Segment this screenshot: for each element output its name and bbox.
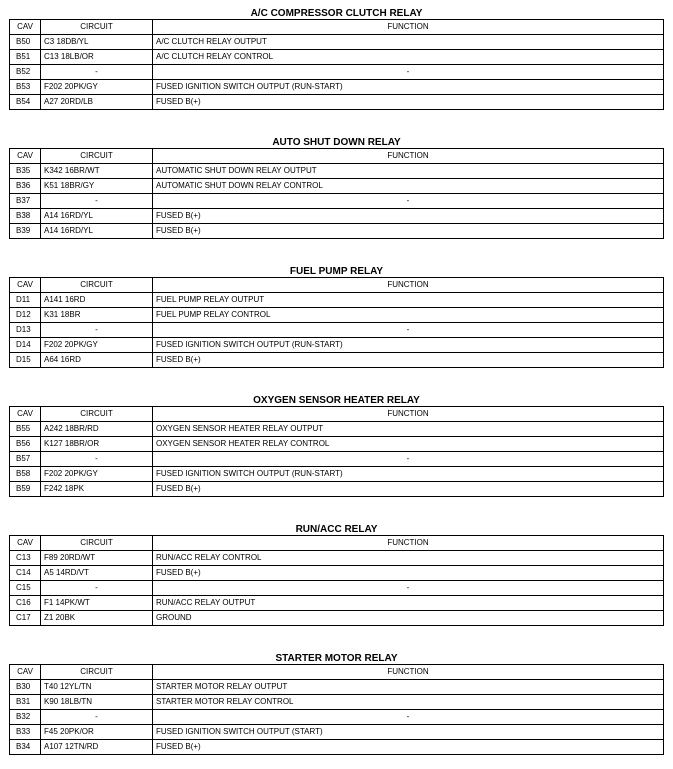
table-header-row [10,407,664,422]
function-cell: - [153,581,664,596]
cav-cell: C15 [10,581,41,596]
cav-cell: B55 [10,422,41,437]
table-row [10,452,664,467]
circuit-cell: K127 18BR/OR [41,437,153,452]
table-row [10,80,664,95]
circuit-cell: A242 18BR/RD [41,422,153,437]
function-cell: RUN/ACC RELAY CONTROL [153,551,664,566]
table-row [10,437,664,452]
function-cell: AUTOMATIC SHUT DOWN RELAY CONTROL [153,179,664,194]
circuit-cell: C3 18DB/YL [41,35,153,50]
circuit-cell: F242 18PK [41,482,153,497]
relay-table [9,277,664,368]
function-cell: OXYGEN SENSOR HEATER RELAY CONTROL [153,437,664,452]
function-header: FUNCTION [153,20,664,35]
table-row [10,740,664,755]
function-cell: - [153,710,664,725]
function-cell: A/C CLUTCH RELAY OUTPUT [153,35,664,50]
function-cell: FUSED B(+) [153,740,664,755]
cav-cell: C13 [10,551,41,566]
function-cell: RUN/ACC RELAY OUTPUT [153,596,664,611]
function-cell: A/C CLUTCH RELAY CONTROL [153,50,664,65]
relay-table [9,535,664,626]
circuit-cell: F45 20PK/OR [41,725,153,740]
cav-header: CAV [10,407,41,422]
cav-cell: B31 [10,695,41,710]
circuit-cell: A14 16RD/YL [41,224,153,239]
cav-cell: C14 [10,566,41,581]
cav-cell: B58 [10,467,41,482]
cav-header: CAV [10,665,41,680]
function-cell: FUSED B(+) [153,209,664,224]
circuit-cell: F89 20RD/WT [41,551,153,566]
function-header: FUNCTION [153,407,664,422]
circuit-cell: A27 20RD/LB [41,95,153,110]
table-row [10,611,664,626]
relay-table [9,148,664,239]
table-row [10,194,664,209]
circuit-cell: A141 16RD [41,293,153,308]
cav-header: CAV [10,149,41,164]
function-cell: - [153,65,664,80]
circuit-cell: K51 18BR/GY [41,179,153,194]
table-header-row [10,278,664,293]
cav-cell: B30 [10,680,41,695]
circuit-header: CIRCUIT [41,20,153,35]
function-cell: - [153,323,664,338]
relay-title: OXYGEN SENSOR HEATER RELAY [253,395,420,406]
cav-cell: B54 [10,95,41,110]
cav-cell: B37 [10,194,41,209]
table-row [10,482,664,497]
circuit-header: CIRCUIT [41,665,153,680]
circuit-cell: F202 20PK/GY [41,467,153,482]
table-row [10,710,664,725]
circuit-cell: - [41,452,153,467]
table-row [10,179,664,194]
circuit-header: CIRCUIT [41,407,153,422]
circuit-cell: - [41,65,153,80]
table-header-row [10,665,664,680]
table-row [10,422,664,437]
table-row [10,323,664,338]
table-row [10,581,664,596]
relay-table [9,664,664,755]
table-row [10,308,664,323]
circuit-cell: F202 20PK/GY [41,338,153,353]
circuit-cell: A64 16RD [41,353,153,368]
relay-title: FUEL PUMP RELAY [289,266,384,277]
cav-cell: D15 [10,353,41,368]
circuit-cell: - [41,194,153,209]
circuit-cell: T40 12YL/TN [41,680,153,695]
cav-cell: B33 [10,725,41,740]
cav-header: CAV [10,278,41,293]
function-cell: FUEL PUMP RELAY OUTPUT [153,293,664,308]
cav-header: CAV [10,20,41,35]
function-cell: STARTER MOTOR RELAY CONTROL [153,695,664,710]
circuit-header: CIRCUIT [41,149,153,164]
function-cell: - [153,194,664,209]
table-row [10,695,664,710]
cav-cell: B39 [10,224,41,239]
cav-cell: B56 [10,437,41,452]
function-cell: FUSED B(+) [153,482,664,497]
cav-cell: B59 [10,482,41,497]
circuit-header: CIRCUIT [41,278,153,293]
table-header-row [10,536,664,551]
cav-cell: B51 [10,50,41,65]
circuit-cell: - [41,581,153,596]
table-row [10,725,664,740]
cav-cell: B52 [10,65,41,80]
cav-cell: D13 [10,323,41,338]
table-row [10,209,664,224]
circuit-cell: A14 16RD/YL [41,209,153,224]
function-header: FUNCTION [153,536,664,551]
circuit-cell: - [41,323,153,338]
relay-title: A/C COMPRESSOR CLUTCH RELAY [250,8,423,19]
function-header: FUNCTION [153,278,664,293]
function-cell: AUTOMATIC SHUT DOWN RELAY OUTPUT [153,164,664,179]
function-cell: FUEL PUMP RELAY CONTROL [153,308,664,323]
cav-cell: C16 [10,596,41,611]
table-row [10,467,664,482]
table-row [10,65,664,80]
function-cell: FUSED IGNITION SWITCH OUTPUT (RUN-START) [153,80,664,95]
function-cell: - [153,452,664,467]
relay-title: AUTO SHUT DOWN RELAY [272,137,401,148]
function-cell: FUSED B(+) [153,566,664,581]
circuit-cell: K90 18LB/TN [41,695,153,710]
relay-title: RUN/ACC RELAY [295,524,378,535]
circuit-cell: K31 18BR [41,308,153,323]
cav-cell: B32 [10,710,41,725]
function-cell: FUSED IGNITION SWITCH OUTPUT (RUN-START) [153,467,664,482]
cav-cell: B38 [10,209,41,224]
table-row [10,35,664,50]
table-row [10,596,664,611]
function-cell: GROUND [153,611,664,626]
cav-cell: B53 [10,80,41,95]
cav-cell: B50 [10,35,41,50]
table-row [10,680,664,695]
cav-cell: D11 [10,293,41,308]
circuit-cell: Z1 20BK [41,611,153,626]
table-row [10,164,664,179]
function-cell: FUSED B(+) [153,353,664,368]
table-row [10,551,664,566]
relay-table [9,406,664,497]
function-cell: FUSED IGNITION SWITCH OUTPUT (RUN-START) [153,338,664,353]
cav-cell: C17 [10,611,41,626]
function-header: FUNCTION [153,149,664,164]
table-header-row [10,20,664,35]
table-row [10,293,664,308]
function-header: FUNCTION [153,665,664,680]
table-row [10,95,664,110]
cav-cell: B36 [10,179,41,194]
circuit-cell: A107 12TN/RD [41,740,153,755]
circuit-header: CIRCUIT [41,536,153,551]
function-cell: FUSED IGNITION SWITCH OUTPUT (START) [153,725,664,740]
function-cell: OXYGEN SENSOR HEATER RELAY OUTPUT [153,422,664,437]
circuit-cell: A5 14RD/VT [41,566,153,581]
function-cell: STARTER MOTOR RELAY OUTPUT [153,680,664,695]
cav-header: CAV [10,536,41,551]
circuit-cell: K342 16BR/WT [41,164,153,179]
circuit-cell: - [41,710,153,725]
circuit-cell: F202 20PK/GY [41,80,153,95]
table-row [10,338,664,353]
cav-cell: D14 [10,338,41,353]
table-row [10,353,664,368]
table-row [10,566,664,581]
cav-cell: B35 [10,164,41,179]
relay-table [9,19,664,110]
circuit-cell: C13 18LB/OR [41,50,153,65]
table-row [10,50,664,65]
function-cell: FUSED B(+) [153,95,664,110]
table-row [10,224,664,239]
relay-title: STARTER MOTOR RELAY [275,653,398,664]
cav-cell: B34 [10,740,41,755]
cav-cell: B57 [10,452,41,467]
function-cell: FUSED B(+) [153,224,664,239]
circuit-cell: F1 14PK/WT [41,596,153,611]
table-header-row [10,149,664,164]
cav-cell: D12 [10,308,41,323]
